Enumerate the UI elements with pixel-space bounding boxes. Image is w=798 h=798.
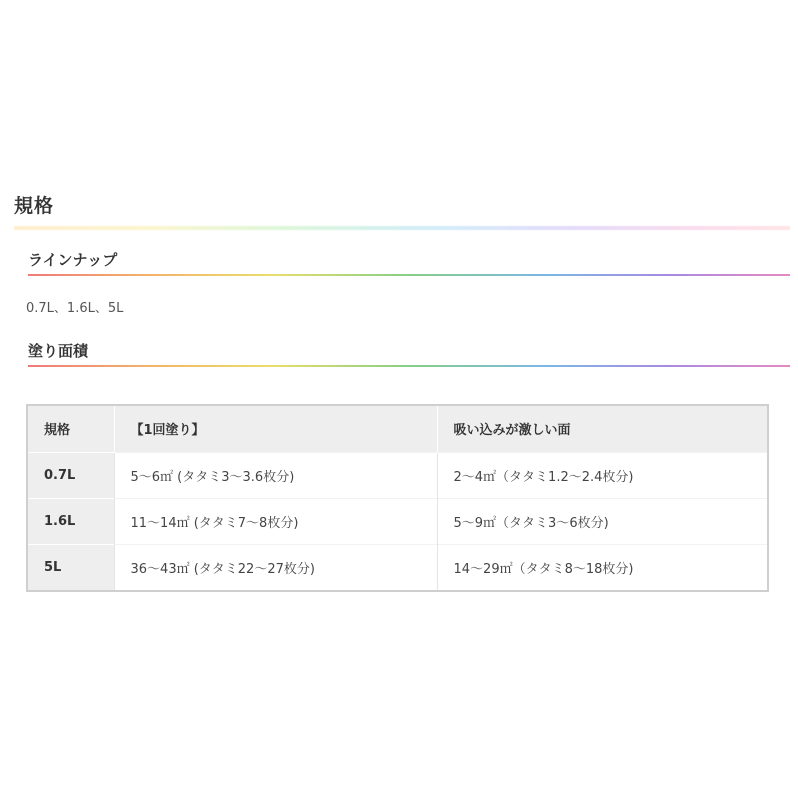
coverage-heading-underline <box>28 365 790 367</box>
section-title: 規格 <box>14 195 55 217</box>
row-absorbent: 14〜29㎡（タタミ8〜18枚分) <box>437 544 767 590</box>
lineup-text: 0.7L、1.6L、5L <box>26 301 124 316</box>
row-single-coat: 11〜14㎡ (タタミ7〜8枚分) <box>114 498 437 544</box>
coverage-heading-block <box>28 341 790 367</box>
header-absorbent-surface: 吸い込みが激しい面 <box>437 406 767 452</box>
table-row <box>28 452 767 498</box>
coverage-heading: 塗り面積 <box>28 342 89 360</box>
lineup-heading-underline <box>28 274 790 276</box>
spec-table-container <box>26 404 769 592</box>
row-size: 0.7L <box>28 452 114 498</box>
header-size: 規格 <box>28 406 114 452</box>
spec-table <box>28 406 767 590</box>
section-divider <box>14 226 790 230</box>
row-single-coat: 5〜6㎡ (タタミ3〜3.6枚分) <box>114 452 437 498</box>
header-single-coat: 【1回塗り】 <box>114 406 437 452</box>
lineup-heading-block <box>28 250 790 276</box>
table-header-row <box>28 406 767 452</box>
row-size: 1.6L <box>28 498 114 544</box>
row-absorbent: 5〜9㎡（タタミ3〜6枚分) <box>437 498 767 544</box>
lineup-heading: ラインナップ <box>28 251 118 269</box>
table-row <box>28 544 767 590</box>
table-row <box>28 498 767 544</box>
row-single-coat: 36〜43㎡ (タタミ22〜27枚分) <box>114 544 437 590</box>
row-absorbent: 2〜4㎡（タタミ1.2〜2.4枚分) <box>437 452 767 498</box>
row-size: 5L <box>28 544 114 590</box>
